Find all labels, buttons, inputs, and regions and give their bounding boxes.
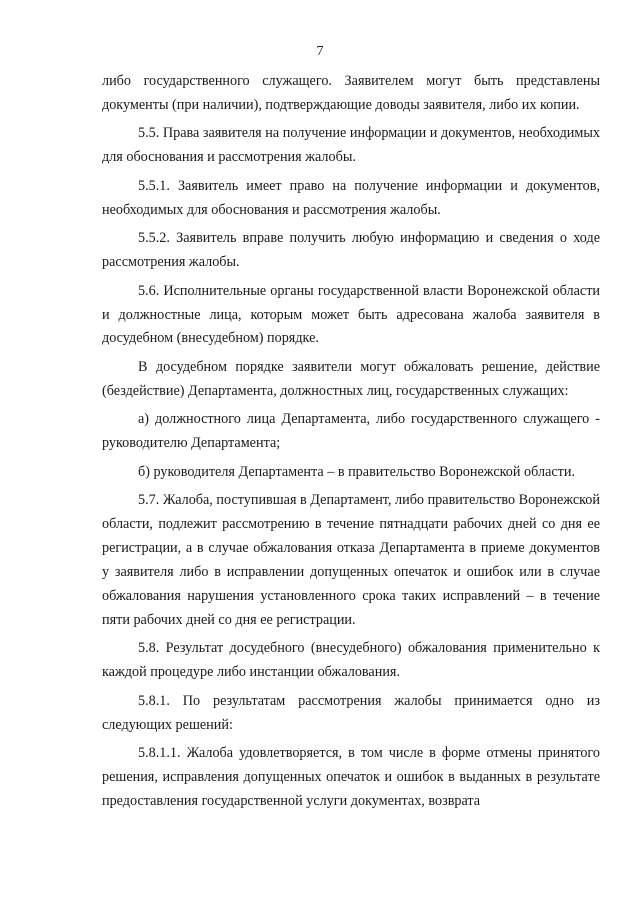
paragraph-5-8: 5.8. Результат досудебного (внесудебного) обжалования применительно к каждой процедуре либо инстанции обжалования. (102, 640, 600, 681)
paragraph-item-b: б) руководителя Департамента – в правительство Воронежской области. (138, 463, 576, 480)
paragraph-continuation: либо государственного служащего. Заявителем могут быть представлены документы (при наличии), подтверждающие доводы заявителя, либо их копии. (102, 73, 600, 113)
paragraph-5-5: 5.5. Права заявителя на получение информации и документов, необходимых для обоснования и рассмотрения жалобы. (102, 125, 600, 166)
document-body (102, 70, 600, 816)
paragraph-5-6: 5.6. Исполнительные органы государственной власти Воронежской области и должностные лица, которым может быть адресована жалоба заявителя в досудебном (внесудебном) порядке. (102, 282, 600, 347)
paragraph-5-8-1-1: 5.8.1.1. Жалоба удовлетворяется, в том числе в форме отмены принятого решения, исправления допущенных опечаток и ошибок в выданных в результате предоставления государственной услуги документах, возврата (102, 745, 600, 809)
paragraph-item-a: а) должностного лица Департамента, либо государственного служащего - руководителю Департамента; (102, 411, 600, 452)
paragraph-5-5-2: 5.5.2. Заявитель вправе получить любую информацию и сведения о ходе рассмотрения жалобы. (102, 230, 600, 271)
paragraph-pretrial-appeal: В досудебном порядке заявители могут обжаловать решение, действие (бездействие) Департамента, должностных лиц, государственных служащих: (102, 358, 600, 399)
paragraph-5-8-1: 5.8.1. По результатам рассмотрения жалобы принимается одно из следующих решений: (102, 692, 600, 733)
paragraph-5-5-1: 5.5.1. Заявитель имеет право на получение информации и документов, необходимых для обоснования и рассмотрения жалобы. (102, 177, 600, 218)
paragraph-5-7: 5.7. Жалоба, поступившая в Департамент, либо правительство Воронежской области, подлежит рассмотрению в течение пятнадцати рабочих дней со дня ее регистрации, а в случае обжалования отказа Департамента в приеме документов у заявителя либо в исправлении допущенных опечаток и ошибок или в случае обжалования нарушения установленного срока таких исправлений – в течение пяти рабочих дней со дня ее регистрации. (102, 492, 600, 628)
page-number: 7 (316, 44, 324, 59)
